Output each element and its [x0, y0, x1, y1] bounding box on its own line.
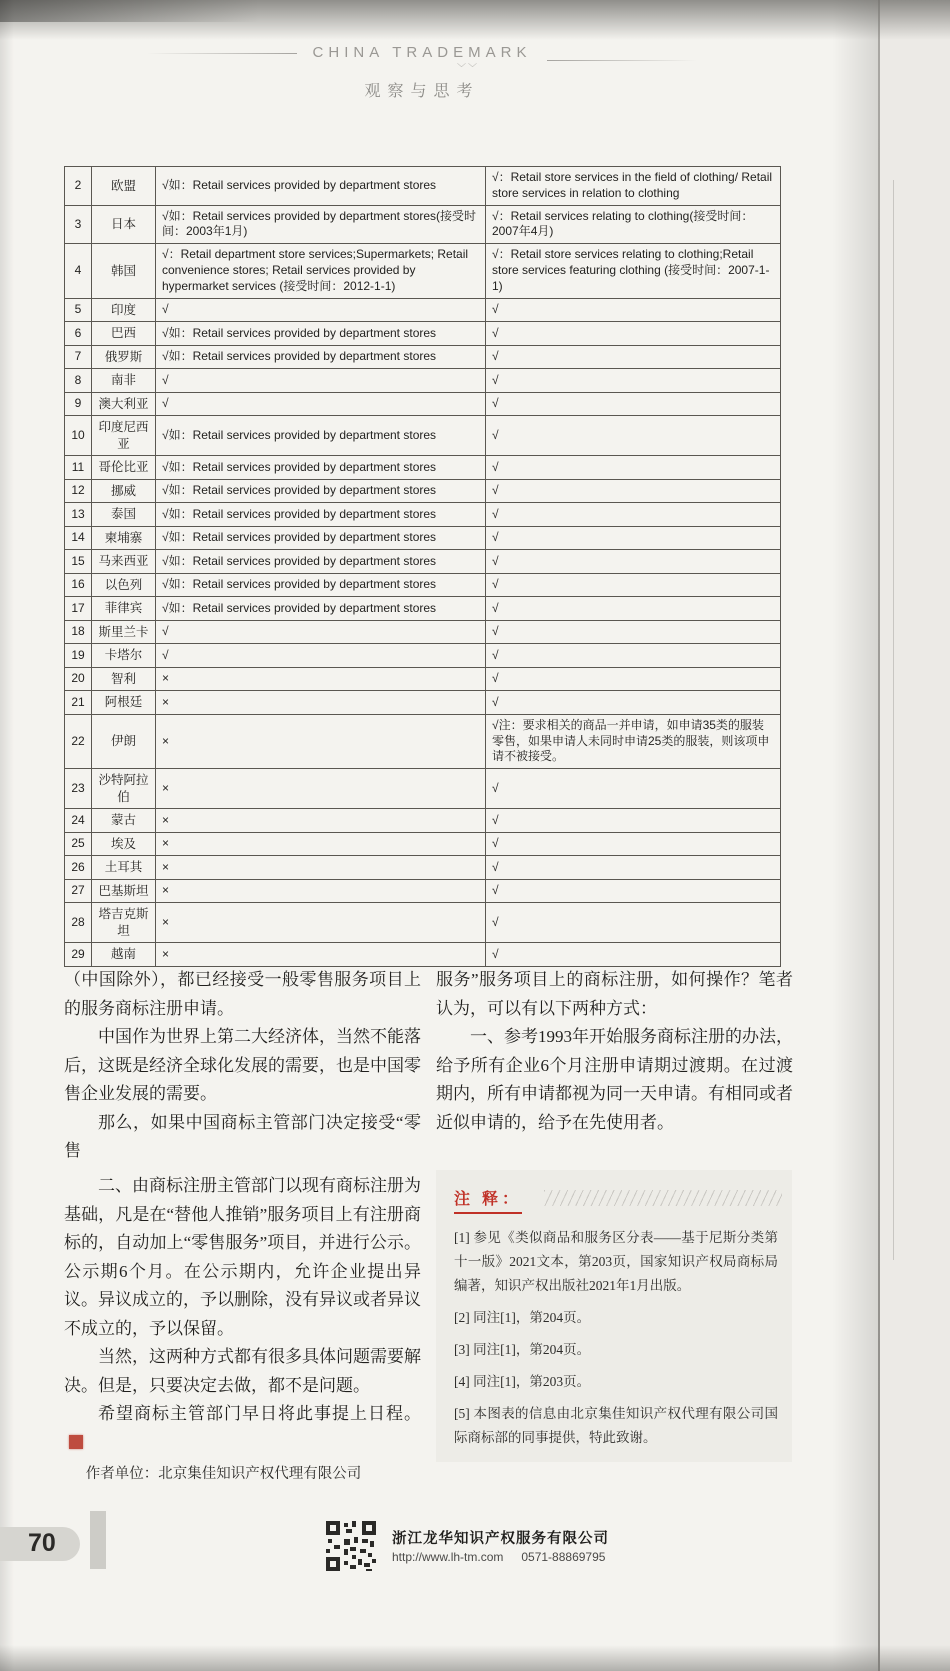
paragraph: 当然，这两种方式都有很多具体问题需要解决。但是，只要决定去做，都不是问题。 [64, 1347, 421, 1395]
masthead [0, 44, 844, 101]
cell-row-number: 11 [65, 456, 92, 480]
country-retail-table [64, 166, 781, 967]
footer-contact [392, 1550, 623, 1564]
cell-country: 泰国 [92, 503, 156, 527]
cell-row-number: 10 [65, 416, 92, 456]
article-left-column-bottom [64, 1172, 421, 1487]
cell-clothing-retail-status: √：Retail store services in the field of clothing/ Retail store services in relation to clothing [486, 167, 781, 206]
cell-row-number: 15 [65, 550, 92, 574]
cell-country: 韩国 [92, 244, 156, 298]
scan-shadow-top [0, 0, 950, 40]
cell-country: 巴基斯坦 [92, 879, 156, 903]
table-row [65, 573, 781, 597]
page-fold-line [878, 0, 880, 1671]
cell-country: 埃及 [92, 832, 156, 856]
cell-row-number: 17 [65, 597, 92, 621]
cell-row-number: 27 [65, 879, 92, 903]
cell-general-retail-status: √ [156, 644, 486, 668]
cell-general-retail-status: √如：Retail services provided by department stores [156, 456, 486, 480]
paragraph: 服务”服务项目上的商标注册，如何操作？笔者认为，可以有以下两种方式： [436, 970, 793, 1018]
cell-row-number: 9 [65, 392, 92, 416]
cell-general-retail-status: √如：Retail services provided by department stores [156, 479, 486, 503]
cell-clothing-retail-status: √ [486, 879, 781, 903]
cell-row-number: 21 [65, 691, 92, 715]
paragraph: 二、由商标注册主管部门以现有商标注册为基础，凡是在“替他人推销”服务项目上有注册商标的，自动加上“零售服务”项目，并进行公示。公示期6个月。在公示期内，允许企业提出异议。异议成立的，予以删除，没有异议或者异议不成立的，予以保留。 [64, 1176, 421, 1338]
table-row [65, 832, 781, 856]
cell-general-retail-status: √如：Retail services provided by department stores(接受时间：2003年1月) [156, 205, 486, 244]
cell-general-retail-status: √如：Retail services provided by department stores [156, 322, 486, 346]
cell-row-number: 28 [65, 903, 92, 943]
table-row [65, 322, 781, 346]
cell-row-number: 16 [65, 573, 92, 597]
cell-clothing-retail-status: √：Retail store services relating to clothing;Retail store services featuring clothing (接受时间：2007-1-1) [486, 244, 781, 298]
table-row [65, 479, 781, 503]
page-fold-area [880, 0, 950, 1671]
cell-general-retail-status: × [156, 691, 486, 715]
paragraph: 一、参考1993年开始服务商标注册的办法，给予所有企业6个月注册申请期过渡期。在过渡期内，所有申请都视为同一天申请。有相同或者近似申请的，给予在先使用者。 [436, 1027, 793, 1132]
cell-row-number: 3 [65, 205, 92, 244]
cell-country: 蒙古 [92, 809, 156, 833]
cell-general-retail-status: √ [156, 620, 486, 644]
cell-row-number: 14 [65, 526, 92, 550]
page-fold-line-secondary [893, 180, 894, 1260]
cell-general-retail-status: × [156, 769, 486, 809]
cell-clothing-retail-status: √ [486, 832, 781, 856]
page-fold-shadow [832, 0, 878, 1671]
section-title: 观察与思考 [364, 83, 480, 100]
cell-row-number: 26 [65, 856, 92, 880]
article-end-seal-icon [69, 1435, 83, 1449]
cell-general-retail-status: √ [156, 392, 486, 416]
footer-company: 浙江龙华知识产权服务有限公司 [392, 1531, 609, 1547]
cell-country: 以色列 [92, 573, 156, 597]
cell-country: 阿根廷 [92, 691, 156, 715]
scan-shadow-bottom [0, 1645, 950, 1671]
table-row [65, 620, 781, 644]
cell-clothing-retail-status: √ [486, 479, 781, 503]
table-row [65, 456, 781, 480]
cell-row-number: 5 [65, 298, 92, 322]
closing-text: 希望商标主管部门早日将此事提上日程。 [98, 1404, 421, 1423]
cell-row-number: 23 [65, 769, 92, 809]
cell-row-number: 19 [65, 644, 92, 668]
cell-country: 伊朗 [92, 714, 156, 768]
cell-clothing-retail-status: √ [486, 943, 781, 967]
deco-chevrons-icon: ﹀﹀ [456, 63, 479, 73]
table-row [65, 503, 781, 527]
cell-clothing-retail-status: √ [486, 856, 781, 880]
table-row [65, 714, 781, 768]
cell-general-retail-status: √如：Retail services provided by department stores [156, 597, 486, 621]
cell-country: 哥伦比亚 [92, 456, 156, 480]
cell-general-retail-status: √如：Retail services provided by department stores [156, 167, 486, 206]
cell-general-retail-status: × [156, 667, 486, 691]
cell-clothing-retail-status: √ [486, 667, 781, 691]
cell-country: 俄罗斯 [92, 345, 156, 369]
cell-country: 巴西 [92, 322, 156, 346]
cell-clothing-retail-status: √ [486, 503, 781, 527]
cell-row-number: 20 [65, 667, 92, 691]
cell-clothing-retail-status: √ [486, 620, 781, 644]
footer-divider-bar [90, 1511, 106, 1569]
cell-general-retail-status: × [156, 856, 486, 880]
cell-general-retail-status: √如：Retail services provided by department stores [156, 573, 486, 597]
cell-country: 欧盟 [92, 167, 156, 206]
cell-country: 印度尼西亚 [92, 416, 156, 456]
note-item: [4] 同注[1]，第203页。 [454, 1374, 591, 1389]
table-row [65, 205, 781, 244]
cell-general-retail-status: × [156, 903, 486, 943]
cell-row-number: 8 [65, 369, 92, 393]
table-row [65, 167, 781, 206]
cell-clothing-retail-status: √ [486, 573, 781, 597]
cell-clothing-retail-status: √ [486, 526, 781, 550]
cell-general-retail-status: √如：Retail services provided by department stores [156, 550, 486, 574]
paragraph: 中国作为世界上第二大经济体，当然不能落后，这既是经济全球化发展的需要，也是中国零售企业发展的需要。 [64, 1027, 421, 1103]
cell-row-number: 22 [65, 714, 92, 768]
cell-clothing-retail-status: √ [486, 322, 781, 346]
paragraph: （中国除外），都已经接受一般零售服务项目上的服务商标注册申请。 [64, 970, 421, 1018]
cell-clothing-retail-status: √ [486, 416, 781, 456]
table-row [65, 298, 781, 322]
cell-general-retail-status: √如：Retail services provided by department stores [156, 345, 486, 369]
qr-code-icon [326, 1521, 376, 1571]
deco-line-left [147, 53, 297, 54]
cell-clothing-retail-status: √ [486, 298, 781, 322]
magazine-brand: CHINA TRADEMARK [312, 44, 532, 61]
cell-country: 南非 [92, 369, 156, 393]
cell-clothing-retail-status: √ [486, 550, 781, 574]
paragraph: 那么，如果中国商标主管部门决定接受“零售 [64, 1112, 421, 1160]
author-affiliation: 作者单位：北京集佳知识产权代理有限公司 [85, 1466, 362, 1482]
table-row [65, 809, 781, 833]
cell-row-number: 29 [65, 943, 92, 967]
cell-general-retail-status: √ [156, 369, 486, 393]
closing-paragraph [64, 1400, 421, 1457]
cell-clothing-retail-status: √ [486, 809, 781, 833]
cell-general-retail-status: × [156, 714, 486, 768]
cell-row-number: 4 [65, 244, 92, 298]
table-row [65, 597, 781, 621]
cell-general-retail-status: √如：Retail services provided by department stores [156, 416, 486, 456]
cell-general-retail-status: × [156, 809, 486, 833]
cell-country: 沙特阿拉伯 [92, 769, 156, 809]
cell-general-retail-status: × [156, 943, 486, 967]
table-row [65, 856, 781, 880]
cell-row-number: 6 [65, 322, 92, 346]
cell-country: 柬埔寨 [92, 526, 156, 550]
cell-row-number: 13 [65, 503, 92, 527]
cell-clothing-retail-status: √ [486, 644, 781, 668]
table-row [65, 416, 781, 456]
cell-country: 马来西亚 [92, 550, 156, 574]
note-item: [2] 同注[1]，第204页。 [454, 1310, 591, 1325]
table-row [65, 644, 781, 668]
cell-country: 土耳其 [92, 856, 156, 880]
cell-row-number: 2 [65, 167, 92, 206]
table-row [65, 879, 781, 903]
cell-row-number: 18 [65, 620, 92, 644]
cell-general-retail-status: √如：Retail services provided by department stores [156, 503, 486, 527]
table-row [65, 392, 781, 416]
cell-clothing-retail-status: √ [486, 456, 781, 480]
cell-general-retail-status: √ [156, 298, 486, 322]
cell-country: 卡塔尔 [92, 644, 156, 668]
page-number: 70 [28, 1529, 56, 1557]
deco-line-right [547, 60, 697, 61]
cell-row-number: 12 [65, 479, 92, 503]
cell-clothing-retail-status: √ [486, 392, 781, 416]
note-item: [1] 参见《类似商品和服务区分表——基于尼斯分类第十一版》2021文本，第203页，国家知识产权局商标局编著，知识产权出版社2021年1月出版。 [454, 1230, 778, 1293]
table-row [65, 526, 781, 550]
cell-row-number: 25 [65, 832, 92, 856]
cell-clothing-retail-status: √ [486, 345, 781, 369]
cell-row-number: 24 [65, 809, 92, 833]
notes-title: 注 释： [454, 1186, 522, 1214]
cell-general-retail-status: √如：Retail services provided by department stores [156, 526, 486, 550]
cell-country: 日本 [92, 205, 156, 244]
cell-clothing-retail-status: √ [486, 597, 781, 621]
cell-country: 挪威 [92, 479, 156, 503]
table-row [65, 550, 781, 574]
table-body [65, 167, 781, 967]
cell-general-retail-status: × [156, 879, 486, 903]
article-left-column-top [64, 966, 421, 1166]
cell-general-retail-status: × [156, 832, 486, 856]
cell-country: 印度 [92, 298, 156, 322]
notes-list [454, 1226, 778, 1450]
cell-clothing-retail-status: √ [486, 903, 781, 943]
table-row [65, 903, 781, 943]
table-row [65, 943, 781, 967]
cell-country: 斯里兰卡 [92, 620, 156, 644]
cell-row-number: 7 [65, 345, 92, 369]
table-row [65, 369, 781, 393]
note-item: [5] 本图表的信息由北京集佳知识产权代理有限公司国际商标部的同事提供，特此致谢。 [454, 1406, 778, 1445]
cell-country: 越南 [92, 943, 156, 967]
cell-country: 塔吉克斯坦 [92, 903, 156, 943]
cell-clothing-retail-status: √注：要求相关的商品一并申请，如申请35类的服装零售，如果申请人未同时申请25类的服装，则该项申请不被接受。 [486, 714, 781, 768]
footer-website: http://www.lh-tm.com [392, 1550, 504, 1564]
cell-general-retail-status: √：Retail department store services;Supermarkets; Retail convenience stores; Retail services provided by hypermarket services (接受时间：2012-1-1) [156, 244, 486, 298]
table-row [65, 345, 781, 369]
table-row [65, 769, 781, 809]
notes-box [436, 1170, 792, 1462]
scan-shadow-left [0, 0, 14, 1671]
article-right-column-top [436, 966, 793, 1137]
table-row [65, 244, 781, 298]
cell-country: 菲律宾 [92, 597, 156, 621]
table-row [65, 667, 781, 691]
cell-clothing-retail-status: √ [486, 769, 781, 809]
cell-country: 智利 [92, 667, 156, 691]
cell-clothing-retail-status: √ [486, 369, 781, 393]
note-item: [3] 同注[1]，第204页。 [454, 1342, 591, 1357]
cell-clothing-retail-status: √ [486, 691, 781, 715]
cell-country: 澳大利亚 [92, 392, 156, 416]
footer-phone: 0571-88869795 [521, 1550, 606, 1564]
table-row [65, 691, 781, 715]
cell-clothing-retail-status: √：Retail services relating to clothing(接受时间：2007年4月) [486, 205, 781, 244]
